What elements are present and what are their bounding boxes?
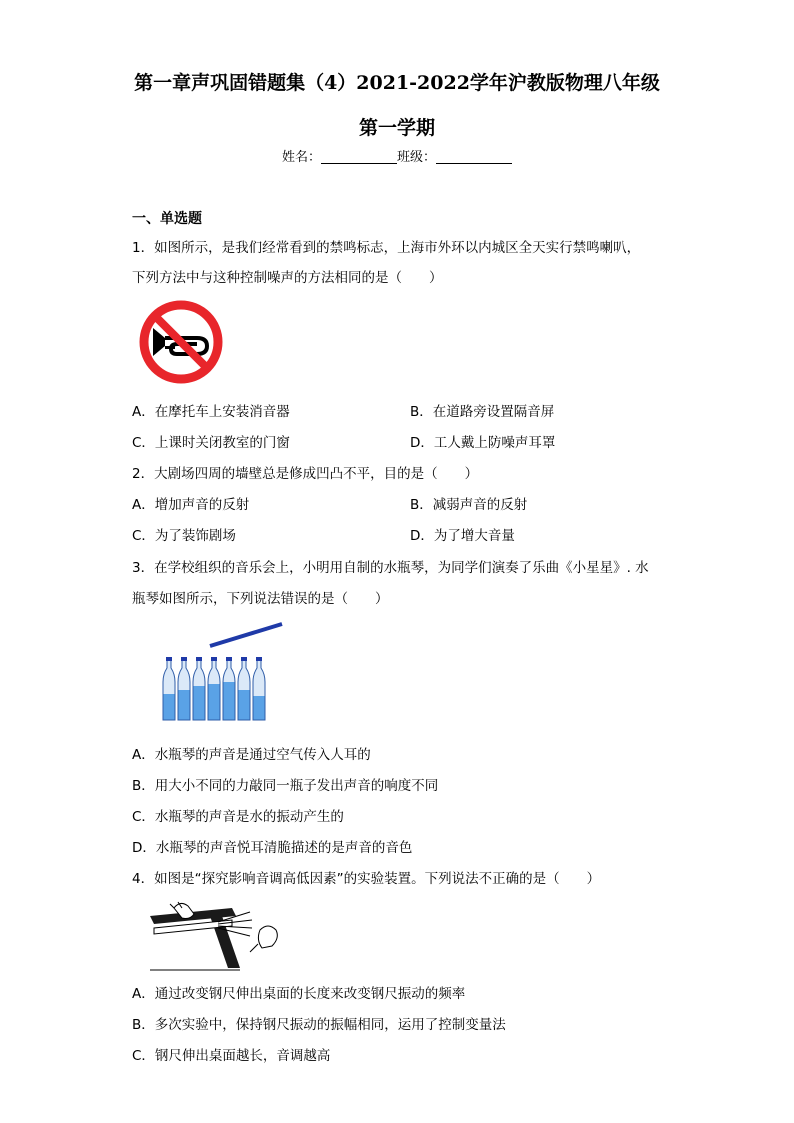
q1-option-b[interactable]: B．在道路旁设置隔音屏 — [410, 404, 555, 420]
q1-option-a[interactable]: A．在摩托车上安装消音器 — [132, 404, 290, 420]
q1-option-c[interactable]: C．上课时关闭教室的门窗 — [132, 435, 290, 451]
q3-option-a[interactable]: A．水瓶琴的声音是通过空气传入人耳的 — [132, 747, 371, 763]
ruler-experiment-icon — [140, 898, 290, 972]
class-label: 班级： — [397, 150, 437, 165]
name-blank[interactable] — [321, 149, 397, 164]
q2-option-d[interactable]: D．为了增大音量 — [410, 528, 515, 544]
no-horn-sign-icon — [137, 298, 225, 386]
class-blank[interactable] — [436, 149, 512, 164]
water-bottle-xylophone-icon — [158, 620, 286, 726]
q1-stem-line1: 1．如图所示，是我们经常看到的禁鸣标志，上海市外环以内城区全天实行禁鸣喇叭， — [132, 240, 641, 256]
q2-stem: 2．大剧场四周的墙壁总是修成凹凸不平，目的是（ ） — [132, 466, 479, 482]
page-title-line2: 第一学期 — [358, 117, 435, 139]
q4-stem: 4．如图是“探究影响音调高低因素”的实验装置。下列说法不正确的是（ ） — [132, 871, 601, 887]
q2-option-a[interactable]: A．增加声音的反射 — [132, 497, 250, 513]
q2-option-b[interactable]: B．减弱声音的反射 — [410, 497, 528, 513]
q4-option-b[interactable]: B．多次实验中，保持钢尺振动的振幅相同，运用了控制变量法 — [132, 1017, 506, 1033]
q4-option-c[interactable]: C．钢尺伸出桌面越长，音调越高 — [132, 1048, 331, 1064]
q3-stem-line2: 瓶琴如图所示，下列说法错误的是（ ） — [132, 591, 389, 607]
q3-option-b[interactable]: B．用大小不同的力敲同一瓶子发出声音的响度不同 — [132, 778, 439, 794]
student-info-line — [0, 146, 794, 165]
q3-stem-line1: 3．在学校组织的音乐会上，小明用自制的水瓶琴，为同学们演奏了乐曲《小星星》. 水 — [132, 560, 649, 576]
page-title-line1: 第一章声巩固错题集（4）2021-2022学年沪教版物理八年级 — [134, 72, 660, 94]
q1-option-d[interactable]: D．工人戴上防噪声耳罩 — [410, 435, 556, 451]
q4-option-a[interactable]: A．通过改变钢尺伸出桌面的长度来改变钢尺振动的频率 — [132, 986, 466, 1002]
name-label: 姓名： — [281, 150, 321, 165]
q1-stem-line2: 下列方法中与这种控制噪声的方法相同的是（ ） — [132, 270, 443, 286]
section-heading: 一、单选题 — [132, 211, 202, 227]
q3-option-c[interactable]: C．水瓶琴的声音是水的振动产生的 — [132, 809, 344, 825]
q3-option-d[interactable]: D．水瓶琴的声音悦耳清脆描述的是声音的音色 — [132, 840, 413, 856]
q2-option-c[interactable]: C．为了装饰剧场 — [132, 528, 236, 544]
